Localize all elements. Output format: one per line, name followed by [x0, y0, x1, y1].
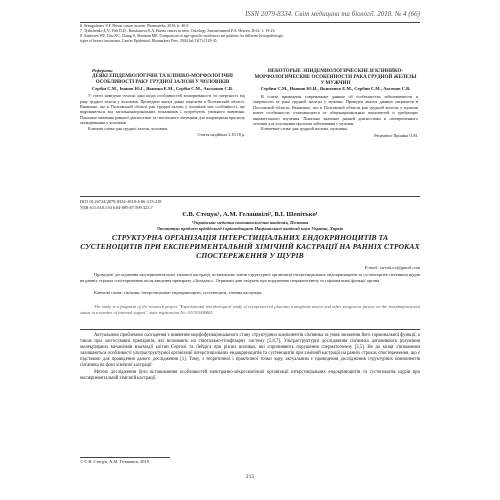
- udc: УДК 611.018.1:616.64-089.87:599.323.7: [80, 204, 153, 210]
- summary-body: В статье приведены современные данные об особенностях заболеваемости и смертности от рака грудной железы у мужчин. Проведен анализ данных пациентов в Полтавской области. Выявлено, что в Полтавской области рак грудной железы у мужчин имеет особенности, отличающиеся от общенациональных показателей и требующие внимательного изучения. Показано значение ранней диагностики и своевременного лечения для улучшения прогноза заболевания у мужчин.: [253, 93, 418, 127]
- body-paragraph: Актуальною проблемою сьогодення є вивчення морфофункціонального стану структурних компонентів сім'яника за умов зниження його гормональної функції, а також при застосуванні препаратів, які впливають на гіпоталамо-гіпофізарну систему [2,6,7]. Ультраструктурні дослідження сім'яника доповнюють розуміння молекулярних механізмів взаємодії клітин Сертолі та Лейдіга при різних впливах, які спричиняють порушення сперматогенезу [3,5]. Не до кінця з'ясованими залишаються особливості ультраструктурної організації інтерстиціальних ендокриноцитів та сустеноцитів при хімічній кастрації на ранніх строках спостереження, що є підставою для проведення даного дослідження [1]. Тому, з теоретичної і практичної точки зору, актуальним є проведення дослідження структурних компонентів сім'яника на фоні хімічної кастрації.: [80, 333, 420, 369]
- page-number: 215: [245, 474, 255, 480]
- footer-rule: [80, 457, 170, 458]
- article-title: СТРУКТУРНА ОРГАНІЗАЦІЯ ІНТЕРСТИЦІАЛЬНИХ ЕНДОКРИНОЦИТІВ ТА СУСТЕНОЦИТІВ ПРИ ЕКСПЕРИМЕНТАЛЬНІЙ ХІМІЧНІЙ КАСТРАЦІЇ НА РАННІХ СТРОКАХ СПОСТЕРЕЖЕННЯ У ЩУРІВ: [80, 233, 420, 260]
- reference-list: [80, 24, 380, 44]
- summary-authors: Сербін С.М., Іванов Ю.І., Якимко Е.М., Сербін С.М., Аксьонов С.В.: [91, 85, 234, 91]
- summary-received-date: Стаття надійшла 2.10.18 р.: [197, 132, 245, 138]
- reference-item: types of breast carcinoma. Cancer Epidemiol. Biomarkers Prev. 2004 Jul;13(7):1128-35.: [80, 39, 218, 44]
- summary-reviewer: Рецензент Проніна О.М.: [374, 132, 418, 138]
- section-divider: [80, 329, 420, 330]
- summary-title: НЕКОТОРЫЕ ЭПИДЕМИОЛОГИЧЕСКИЕ И КЛИНИКО-МОРФОЛОГИЧЕСКИЕ ОСОБЕННОСТИ РАКА ГРУДНОЙ ЖЕЛЕЗЫ У МУЖЧИН: [254, 69, 417, 86]
- summary-authors: Сербин С.М., Иванов Ю.И., Якименко Е.М., Сербин С.М., Аксенов С.В.: [260, 86, 411, 92]
- journal-header: ISSN 2079-8334. Світ медицини та біології. 2018. № 4 (66): [245, 10, 420, 18]
- summary-keywords: Ключові слова: рак грудної залози, чоловіки.: [88, 125, 169, 131]
- body-paragraph: Метою дослідження було встановлення особливостей електронно-мікроскопічної організації інтерстиціальних ендокриноцитів та сустеноцитів щурів при експериментальній хімічній кастрації.: [80, 369, 420, 381]
- copyright-note: © Є.В. Стецук, А.М. Гелашвілі, 2018: [80, 459, 149, 464]
- doi-block: [80, 199, 280, 210]
- section-divider: [80, 196, 420, 197]
- header-rule: [80, 22, 420, 23]
- summary-keywords: Ключевые слова: рак грудной железы, мужчины.: [261, 126, 349, 132]
- abstract-english: The study is a fragment of the research project "Experimental morphological study of cryopreserved placenta transplants action and other exogenous factors on the morphofunctional status in a number of internal organs", state registration No. 0113U006865.: [80, 304, 420, 315]
- author-email: E-mail: stecuk.ev@gmail.com: [364, 265, 420, 270]
- summary-body: У статті наведено сучасні дані щодо особливостей захворюваності та смертності від раку грудної залози у чоловіків. Проведено аналіз даних пацієнтів в Полтавській області. Виявлено, що в Полтавській області рак грудної залози у чоловіків має особливості, що відрізняються від загальнонаціональних показників і потребують уважного вивчення. Показано значення ранньої діагностики та своєчасного лікування для покращення прогнозу захворювання у чоловіків.: [80, 93, 245, 126]
- affiliations: [80, 220, 420, 231]
- keywords-ukrainian: Ключові слова: сім'яник, інтерстиціальні ендокриноцити, сустеноцити, хімічна кастрація.: [94, 290, 263, 295]
- reference-item: 6. Semigolenov V.F. Breast cancer in men. Pharmateka. 2010; 6: 40-5.: [80, 24, 190, 28]
- summary-right-column: [253, 68, 418, 138]
- article-authors: Є.В. Стецук¹, А.М. Гелашвілі², В.І. Шепітько¹: [182, 211, 318, 218]
- summary-label: Реферати: [92, 68, 113, 73]
- article-body: [80, 333, 420, 382]
- reference-item: 7. Tyshchenko E.V., Pali D.D., Rasskazova E.A. Breast cancer in men. Oncology Journal named P.A. Herzen. 2014; 1: 19-23.: [80, 29, 276, 34]
- summary-title: ДЕЯКІ ЕПІДЕМІОЛОГІЧНІ ТА КЛІНІКО-МОРФОЛОГІЧНІ ОСОБЛИВОСТІ РАКУ ГРУДНОЇ ЗАЛОЗИ У ЧОЛОВІКІВ: [92, 74, 233, 85]
- affiliation: ²Інститут проблем кріобіології і кріомедицини Національної академії наук України, Харків: [156, 225, 344, 231]
- affiliation: ¹Українська медична стоматологічна академія, Полтава: [191, 220, 309, 225]
- summary-left-column: [80, 68, 245, 137]
- doi: DOI 10.26724/2079-8334-2018-4-66-215-218: [80, 199, 162, 204]
- reference-item: 8. Andersen WF, Chu KC, Chang S, Sherman ME. Comparison of age-specific incidence rate patterns for different histopathologic: [80, 34, 284, 39]
- abstract-ukrainian: Проведені дослідження експериментальної хімічної кастрації, встановлено зміни структурної організації інтерстиціальних ендокриноцитів та сустеноцитів сім'яників щурів на ранніх строках спостереження після введення препарату «Золадекс». Отримані дані свідчать про порушення сперматогенезу та гормональної функції органа.: [80, 272, 420, 283]
